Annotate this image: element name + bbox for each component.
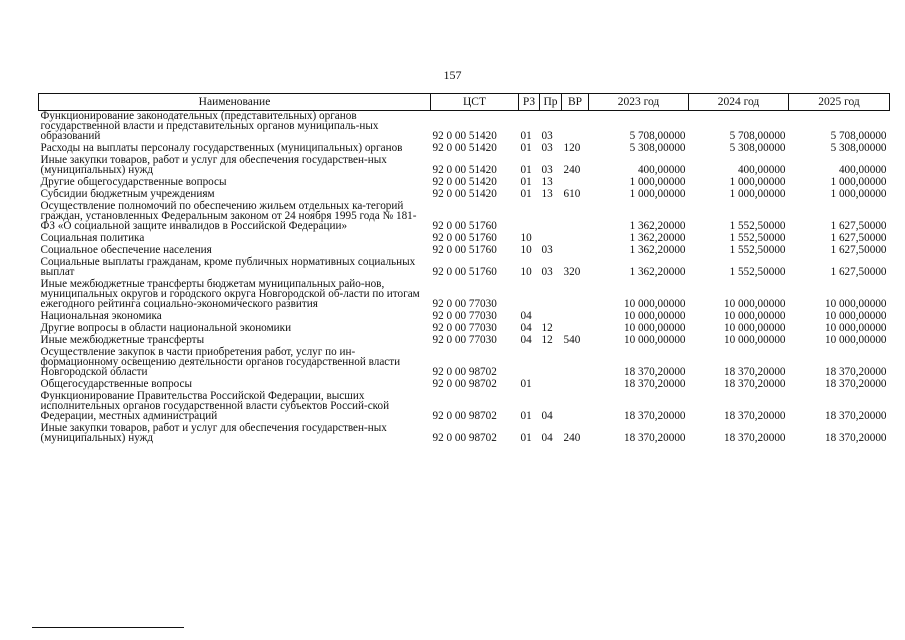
cell-vr — [562, 347, 589, 379]
cell-vr — [562, 245, 589, 257]
cell-name: Иные закупки товаров, работ и услуг для обеспечения государствен-ных (муниципальных) нужд — [40, 422, 387, 444]
cell-name: Функционирование законодательных (представительных) органов государственной власти и представительных органов муниципаль-ных образований — [40, 110, 379, 142]
cell-vr — [562, 391, 589, 423]
cell-rz: 10 — [520, 232, 532, 244]
cell-cst: 92 0 00 51420 — [432, 164, 497, 176]
cell-2023: 5 708,00000 — [629, 130, 686, 142]
cell-name: Осуществление закупок в части приобретения работ, услуг по ин-формационному освещению деятельности органов государственной власти Новгородской области — [40, 346, 401, 378]
cell-2024: 10 000,00000 — [723, 334, 786, 346]
cell-2023: 10 000,00000 — [623, 310, 686, 322]
cell-cst: 92 0 00 98702 — [432, 410, 497, 422]
cell-rz: 01 — [520, 142, 532, 154]
cell-name: Общегосударственные вопросы — [40, 378, 193, 390]
table-header — [39, 94, 890, 111]
cell-pr: 03 — [541, 266, 553, 278]
cell-2025: 1 627,50000 — [830, 244, 887, 256]
header-rz: РЗ — [519, 94, 540, 111]
cell-pr: 04 — [541, 432, 553, 444]
cell-name: Социальная политика — [40, 232, 145, 244]
cell-pr: 13 — [541, 188, 553, 200]
cell-2024: 10 000,00000 — [723, 322, 786, 334]
cell-cst: 92 0 00 51760 — [432, 244, 497, 256]
cell-2023: 18 370,20000 — [623, 378, 686, 390]
cell-2025: 18 370,20000 — [824, 378, 887, 390]
cell-2024: 5 308,00000 — [729, 142, 786, 154]
cell-name: Функционирование Правительства Российской Федерации, высших исполнительных органов государственной власти субъектов Россий-ской Федерации, местных администраций — [40, 390, 390, 422]
cell-rz: 01 — [520, 378, 532, 390]
cell-name: Социальное обеспечение населения — [40, 244, 212, 256]
table-row — [39, 155, 890, 177]
cell-2023: 18 370,20000 — [623, 432, 686, 444]
cell-vr: 610 — [563, 188, 581, 200]
cell-vr — [562, 233, 589, 245]
cell-2023: 18 370,20000 — [623, 366, 686, 378]
cell-2023: 18 370,20000 — [623, 410, 686, 422]
header-name: Наименование — [39, 94, 431, 111]
cell-name: Социальные выплаты гражданам, кроме публичных нормативных социальных выплат — [40, 256, 416, 278]
cell-rz: 01 — [520, 164, 532, 176]
cell-pr: 04 — [541, 410, 553, 422]
cell-pr: 03 — [541, 164, 553, 176]
cell-pr: 12 — [541, 322, 553, 334]
cell-2023: 5 308,00000 — [629, 142, 686, 154]
cell-2023: 1 362,20000 — [629, 220, 686, 232]
cell-pr: 03 — [541, 142, 553, 154]
cell-vr — [562, 279, 589, 311]
cell-vr — [562, 311, 589, 323]
cell-2024: 18 370,20000 — [723, 366, 786, 378]
cell-2024: 18 370,20000 — [723, 410, 786, 422]
cell-2023: 1 362,20000 — [629, 244, 686, 256]
cell-cst: 92 0 00 77030 — [432, 310, 497, 322]
cell-cst: 92 0 00 51420 — [432, 142, 497, 154]
cell-cst: 92 0 00 98702 — [432, 432, 497, 444]
cell-2023: 1 362,20000 — [629, 232, 686, 244]
cell-2025: 10 000,00000 — [824, 334, 887, 346]
budget-table — [38, 93, 890, 445]
footnote-divider — [32, 627, 184, 628]
cell-vr: 120 — [563, 142, 581, 154]
cell-2025: 10 000,00000 — [824, 322, 887, 334]
cell-name: Другие вопросы в области национальной экономики — [40, 322, 292, 334]
cell-2024: 1 552,50000 — [729, 220, 786, 232]
header-row — [39, 94, 890, 111]
cell-name: Расходы на выплаты персоналу государственных (муниципальных) органов — [40, 142, 403, 154]
cell-pr — [540, 279, 562, 311]
cell-rz: 04 — [520, 310, 532, 322]
cell-2025: 1 627,50000 — [830, 220, 887, 232]
page-number: 157 — [443, 68, 462, 82]
cell-2023: 1 362,20000 — [629, 266, 686, 278]
cell-2024: 1 552,50000 — [729, 244, 786, 256]
cell-cst: 92 0 00 98702 — [432, 378, 497, 390]
cell-cst: 92 0 00 51420 — [432, 176, 497, 188]
cell-name: Осуществление полномочий по обеспечению жильем отдельных ка-тегорий граждан, установленных Федеральным законом от 24 ноября 1995 года № 181-ФЗ «О социальной защите инвалидов в Российской Федерации» — [40, 200, 417, 232]
cell-2024: 400,00000 — [737, 164, 786, 176]
table-row — [39, 201, 890, 233]
cell-2023: 1 000,00000 — [629, 188, 686, 200]
table-row — [39, 257, 890, 279]
table-row — [39, 391, 890, 423]
table-body — [39, 111, 890, 446]
cell-2023: 400,00000 — [637, 164, 686, 176]
header-2024: 2024 год — [689, 94, 789, 111]
cell-2024: 1 552,50000 — [729, 232, 786, 244]
cell-vr — [562, 201, 589, 233]
cell-cst: 92 0 00 98702 — [432, 366, 497, 378]
header-2023: 2023 год — [589, 94, 689, 111]
cell-rz: 01 — [520, 188, 532, 200]
header-pr: Пр — [540, 94, 562, 111]
cell-pr: 13 — [541, 176, 553, 188]
header-vr: ВР — [562, 94, 589, 111]
cell-rz: 10 — [520, 244, 532, 256]
cell-2025: 1 627,50000 — [830, 232, 887, 244]
cell-name: Субсидии бюджетным учреждениям — [40, 188, 215, 200]
cell-cst: 92 0 00 77030 — [432, 298, 497, 310]
cell-2024: 18 370,20000 — [723, 432, 786, 444]
cell-2025: 1 627,50000 — [830, 266, 887, 278]
cell-2024: 1 552,50000 — [729, 266, 786, 278]
header-2025: 2025 год — [789, 94, 890, 111]
cell-pr — [540, 201, 562, 233]
cell-cst: 92 0 00 51760 — [432, 266, 497, 278]
table-row — [39, 423, 890, 445]
cell-2024: 10 000,00000 — [723, 310, 786, 322]
cell-cst: 92 0 00 51420 — [432, 188, 497, 200]
table-row — [39, 279, 890, 311]
cell-name: Другие общегосударственные вопросы — [40, 176, 227, 188]
cell-2023: 10 000,00000 — [623, 334, 686, 346]
cell-2025: 10 000,00000 — [824, 298, 887, 310]
cell-rz: 01 — [520, 432, 532, 444]
cell-2025: 18 370,20000 — [824, 432, 887, 444]
cell-name: Иные межбюджетные трансферты — [40, 334, 205, 346]
header-cst: ЦСТ — [431, 94, 519, 111]
cell-2025: 5 308,00000 — [830, 142, 887, 154]
cell-pr — [540, 379, 562, 391]
cell-2025: 10 000,00000 — [824, 310, 887, 322]
cell-2024: 18 370,20000 — [723, 378, 786, 390]
cell-name: Иные межбюджетные трансферты бюджетам муниципальных райо-нов, муниципальных округов и городского округа Новгородской об-ласти по итогам ежегодного рейтинга социально-экономического развития — [40, 278, 420, 310]
table-row — [39, 111, 890, 144]
cell-vr: 240 — [563, 432, 581, 444]
cell-2025: 400,00000 — [838, 164, 887, 176]
cell-name: Иные закупки товаров, работ и услуг для обеспечения государствен-ных (муниципальных) нужд — [40, 154, 387, 176]
cell-rz: 01 — [520, 176, 532, 188]
cell-rz: 04 — [520, 322, 532, 334]
cell-2025: 18 370,20000 — [824, 410, 887, 422]
cell-2025: 5 708,00000 — [830, 130, 887, 142]
cell-rz — [519, 347, 540, 379]
cell-2024: 1 000,00000 — [729, 176, 786, 188]
cell-rz: 01 — [520, 130, 532, 142]
cell-cst: 92 0 00 51420 — [432, 130, 497, 142]
cell-cst: 92 0 00 51760 — [432, 232, 497, 244]
cell-cst: 92 0 00 51760 — [432, 220, 497, 232]
cell-vr: 540 — [563, 334, 581, 346]
cell-cst: 92 0 00 77030 — [432, 322, 497, 334]
cell-vr: 240 — [563, 164, 581, 176]
cell-2025: 18 370,20000 — [824, 366, 887, 378]
cell-2023: 10 000,00000 — [623, 322, 686, 334]
cell-pr: 03 — [541, 244, 553, 256]
cell-cst: 92 0 00 77030 — [432, 334, 497, 346]
cell-2025: 1 000,00000 — [830, 188, 887, 200]
cell-rz: 01 — [520, 410, 532, 422]
cell-rz: 10 — [520, 266, 532, 278]
cell-pr — [540, 347, 562, 379]
cell-name: Национальная экономика — [40, 310, 162, 322]
cell-2023: 10 000,00000 — [623, 298, 686, 310]
cell-rz — [519, 279, 540, 311]
cell-rz — [519, 201, 540, 233]
cell-2025: 1 000,00000 — [830, 176, 887, 188]
cell-rz: 04 — [520, 334, 532, 346]
cell-vr — [562, 111, 589, 144]
cell-2024: 10 000,00000 — [723, 298, 786, 310]
cell-2024: 1 000,00000 — [729, 188, 786, 200]
table-row — [39, 347, 890, 379]
cell-pr: 12 — [541, 334, 553, 346]
cell-vr: 320 — [563, 266, 581, 278]
cell-2024: 5 708,00000 — [729, 130, 786, 142]
cell-2023: 1 000,00000 — [629, 176, 686, 188]
cell-pr: 03 — [541, 130, 553, 142]
cell-vr — [562, 379, 589, 391]
